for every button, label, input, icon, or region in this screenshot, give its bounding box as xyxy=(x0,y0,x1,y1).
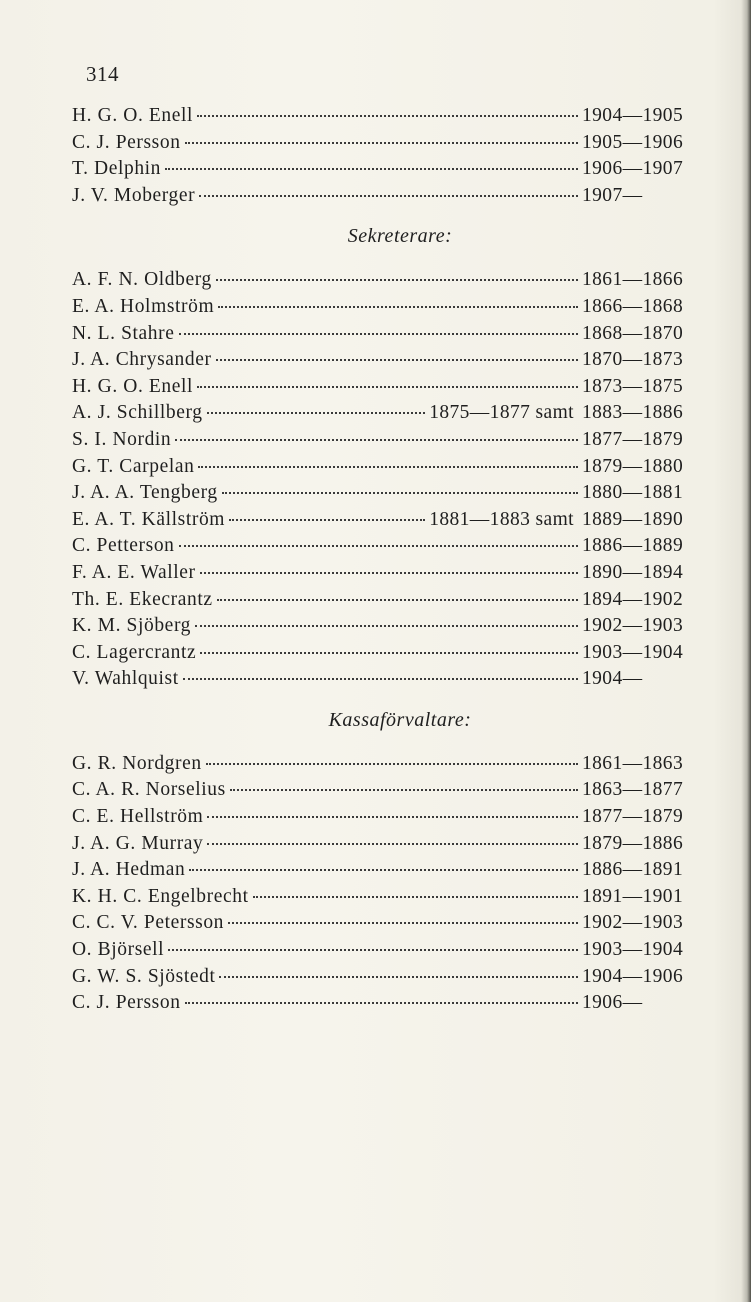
entry-years: 1894—1902 xyxy=(582,588,684,610)
entry-years: 1907— xyxy=(582,184,643,206)
dot-leader xyxy=(222,476,578,494)
first-list xyxy=(72,103,708,209)
dot-leader xyxy=(229,503,425,521)
entry-years: 1868—1870 xyxy=(582,322,684,344)
entry-years: 1903—1904 xyxy=(582,939,684,961)
dot-leader xyxy=(185,126,578,144)
dot-leader xyxy=(165,152,578,170)
entry-name: G. W. S. Sjöstedt xyxy=(72,965,216,987)
entry-years: 1889—1890 xyxy=(582,508,684,530)
entry-years: 1877—1879 xyxy=(582,428,684,450)
entry-name: C. J. Persson xyxy=(72,131,181,153)
entry-years: 1906—1907 xyxy=(582,158,684,180)
entry-name: H. G. O. Enell xyxy=(72,105,194,126)
entry-years: 1861—1863 xyxy=(582,752,684,774)
page-edge-shadow xyxy=(741,0,751,1302)
sekreterare-list xyxy=(72,267,708,693)
list-item xyxy=(72,990,708,1017)
dot-leader xyxy=(217,583,578,601)
dot-leader xyxy=(195,609,578,627)
dot-leader xyxy=(219,960,578,978)
dot-leader xyxy=(253,880,578,898)
dot-leader xyxy=(218,290,578,308)
entry-years: 1891—1901 xyxy=(582,885,684,907)
entry-name: E. A. Holmström xyxy=(72,295,215,317)
entry-years: 1880—1881 xyxy=(582,482,684,504)
entry-years: 1861—1866 xyxy=(582,269,684,291)
entry-name: J. A. G. Murray xyxy=(72,832,204,854)
page-number: 314 xyxy=(86,62,119,86)
dot-leader xyxy=(197,370,578,388)
dot-leader xyxy=(216,263,578,281)
entry-name: C. Lagercrantz xyxy=(72,641,197,663)
entry-name: C. E. Hellström xyxy=(72,806,204,828)
dot-leader xyxy=(189,853,578,871)
entry-name: G. T. Carpelan xyxy=(72,455,195,477)
dot-leader xyxy=(200,556,578,574)
entry-years: 1870—1873 xyxy=(582,349,684,371)
entry-name: C. J. Persson xyxy=(72,992,181,1014)
entry-name: T. Delphin xyxy=(72,158,162,180)
dot-leader xyxy=(168,933,578,951)
entry-name: J. A. A. Tengberg xyxy=(72,482,218,504)
entry-years: 1906— xyxy=(582,992,643,1014)
entry-name: O. Björsell xyxy=(72,939,165,961)
kassaforvaltare-list xyxy=(72,751,708,1017)
dot-leader xyxy=(228,906,578,924)
entry-years: 1866—1868 xyxy=(582,295,684,317)
entry-name: K. M. Sjöberg xyxy=(72,615,192,637)
entry-years: 1879—1886 xyxy=(582,832,684,854)
entry-name: A. F. N. Oldberg xyxy=(72,269,212,291)
entry-name: J. A. Hedman xyxy=(72,859,186,881)
entry-name: C. Petterson xyxy=(72,535,175,557)
dot-leader xyxy=(200,636,578,654)
dot-leader xyxy=(197,99,578,117)
entry-years: 1863—1877 xyxy=(582,779,684,801)
dot-leader xyxy=(207,396,426,414)
dot-leader xyxy=(179,529,578,547)
dot-leader xyxy=(199,179,578,197)
dot-leader xyxy=(183,662,578,680)
entry-years: 1904—1905 xyxy=(582,105,684,126)
entry-years: 1879—1880 xyxy=(582,455,684,477)
entry-name: K. H. C. Engelbrecht xyxy=(72,885,249,907)
entry-name: Th. E. Ekecrantz xyxy=(72,588,213,610)
entry-years: 1886—1891 xyxy=(582,859,684,881)
section-title-kassaforvaltare: Kassaförvaltare: xyxy=(328,708,472,731)
dot-leader xyxy=(207,800,578,818)
entry-note: 1875—1877 samt xyxy=(429,402,574,424)
dot-leader xyxy=(230,773,578,791)
entry-years: 1886—1889 xyxy=(582,535,684,557)
entry-name: G. R. Nordgren xyxy=(72,752,202,774)
dot-leader xyxy=(216,343,578,361)
entry-name: J. A. Chrysander xyxy=(72,349,212,371)
entry-years: 1883—1886 xyxy=(582,402,684,424)
dot-leader xyxy=(206,747,578,765)
list-item xyxy=(72,183,708,210)
page-content xyxy=(72,103,708,1017)
entry-name: A. J. Schillberg xyxy=(72,402,203,424)
entry-name: C. C. V. Petersson xyxy=(72,912,225,934)
entry-name: S. I. Nordin xyxy=(72,428,172,450)
dot-leader xyxy=(185,986,578,1004)
entry-years: 1904—1906 xyxy=(582,965,684,987)
entry-name: E. A. T. Källström xyxy=(72,508,226,530)
entry-years: 1877—1879 xyxy=(582,806,684,828)
section-title-sekreterare: Sekreterare: xyxy=(347,225,453,248)
entry-years: 1904— xyxy=(582,668,643,690)
dot-leader xyxy=(179,317,578,335)
entry-years: 1905—1906 xyxy=(582,131,684,153)
entry-name: F. A. E. Waller xyxy=(72,561,196,583)
entry-name: V. Wahlquist xyxy=(72,668,179,690)
dot-leader xyxy=(175,423,578,441)
entry-years: 1890—1894 xyxy=(582,561,684,583)
entry-years: 1902—1903 xyxy=(582,912,684,934)
dot-leader xyxy=(198,450,578,468)
entry-years: 1902—1903 xyxy=(582,615,684,637)
list-item xyxy=(72,666,708,693)
entry-name: H. G. O. Enell xyxy=(72,375,194,397)
dot-leader xyxy=(207,827,578,845)
entry-years: 1903—1904 xyxy=(582,641,684,663)
entry-name: N. L. Stahre xyxy=(72,322,175,344)
entry-name: J. V. Moberger xyxy=(72,184,196,206)
entry-years: 1873—1875 xyxy=(582,375,684,397)
entry-note: 1881—1883 samt xyxy=(429,508,574,530)
entry-name: C. A. R. Norselius xyxy=(72,779,226,801)
